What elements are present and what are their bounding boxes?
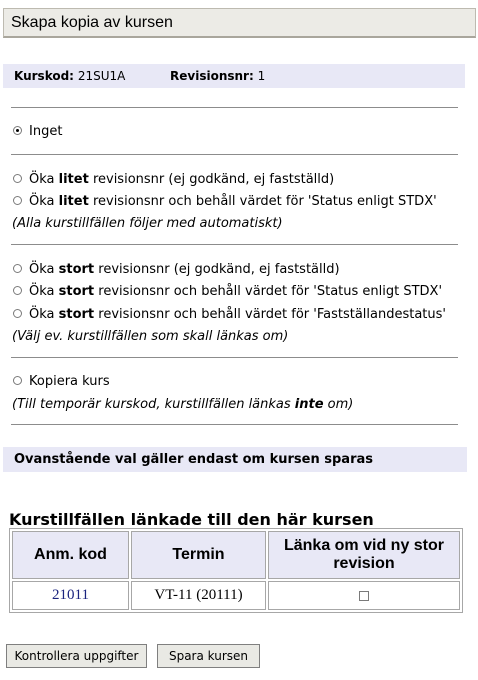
column-header-code: Anm. kod [12, 531, 129, 579]
divider [11, 107, 458, 108]
option-bold: stort [58, 307, 95, 322]
column-header-relink: Länka om vid ny stor revision [268, 531, 460, 579]
option-copy-course[interactable] [13, 374, 110, 389]
radio-icon[interactable] [13, 264, 22, 273]
option-big-revision[interactable] [13, 262, 340, 277]
option-bold: stort [58, 262, 95, 277]
cell-relink [268, 581, 460, 610]
option-big-revision-keep-status[interactable] [13, 284, 442, 299]
note-bold: inte [294, 397, 324, 412]
option-text: revisionsnr och behåll värdet för 'Fastställandestatus' [94, 307, 446, 322]
option-small-revision-keep-status[interactable] [13, 194, 437, 209]
option-bold: litet [58, 172, 89, 187]
table-row [12, 581, 460, 610]
option-text: revisionsnr (ej godkänd, ej fastställd) [88, 172, 335, 187]
divider [11, 357, 458, 358]
option-text: revisionsnr (ej godkänd, ej fastställd) [94, 262, 340, 277]
divider [11, 154, 458, 155]
option-text: revisionsnr och behåll värdet för 'Status enligt STDX' [88, 194, 437, 209]
course-code-label: Kurskod: [14, 69, 74, 83]
course-info-bar [3, 64, 465, 88]
option-none-label: Inget [29, 124, 63, 139]
relink-checkbox[interactable] [359, 591, 369, 601]
copy-note [12, 397, 353, 412]
option-text: Öka [29, 172, 59, 187]
option-bold: litet [58, 194, 89, 209]
option-text: revisionsnr och behåll värdet för 'Status enligt STDX' [94, 284, 443, 299]
radio-icon[interactable] [13, 196, 22, 205]
page-header [3, 8, 476, 38]
option-text: Öka [29, 284, 59, 299]
radio-icon[interactable] [13, 376, 22, 385]
course-code-value: 21SU1A [77, 69, 126, 83]
column-header-term: Termin [131, 531, 266, 579]
section-title: Kurstillfällen länkade till den här kursen [9, 510, 374, 529]
save-notice-text: Ovanstående val gäller endast om kursen sparas [14, 452, 373, 467]
option-none[interactable] [13, 124, 62, 139]
radio-selected-icon[interactable] [13, 126, 22, 135]
cell-term: VT-11 (20111) [131, 581, 266, 610]
option-text: Öka [29, 307, 59, 322]
option-text: Öka [29, 194, 59, 209]
option-text: Öka [29, 262, 59, 277]
big-revision-note: (Välj ev. kurstillfällen som skall länkas om) [12, 329, 289, 344]
page-title: Skapa kopia av kursen [11, 14, 173, 31]
option-big-revision-keep-fastst[interactable] [13, 307, 446, 322]
radio-icon[interactable] [13, 309, 22, 318]
course-code [14, 69, 125, 83]
revision-value: 1 [257, 69, 266, 83]
cell-code[interactable] [12, 581, 129, 610]
option-copy-label: Kopiera kurs [29, 374, 110, 389]
revision-number [170, 69, 265, 83]
option-small-revision[interactable] [13, 172, 334, 187]
small-revision-note: (Alla kurstillfällen följer med automatiskt) [12, 216, 283, 231]
check-data-button[interactable]: Kontrollera uppgifter [6, 644, 147, 668]
save-notice [3, 447, 467, 472]
radio-icon[interactable] [13, 286, 22, 295]
linked-occasions-table [9, 528, 463, 613]
note-text: om) [323, 397, 354, 412]
radio-icon[interactable] [13, 174, 22, 183]
note-text: (Till temporär kurskod, kurstillfällen länkas [12, 397, 295, 412]
occasion-code-link[interactable]: 21011 [52, 587, 89, 603]
save-course-button[interactable]: Spara kursen [157, 644, 260, 668]
table-header-row [12, 531, 460, 579]
revision-label: Revisionsnr: [170, 69, 254, 83]
option-bold: stort [58, 284, 95, 299]
divider [11, 244, 458, 245]
divider [11, 424, 458, 425]
